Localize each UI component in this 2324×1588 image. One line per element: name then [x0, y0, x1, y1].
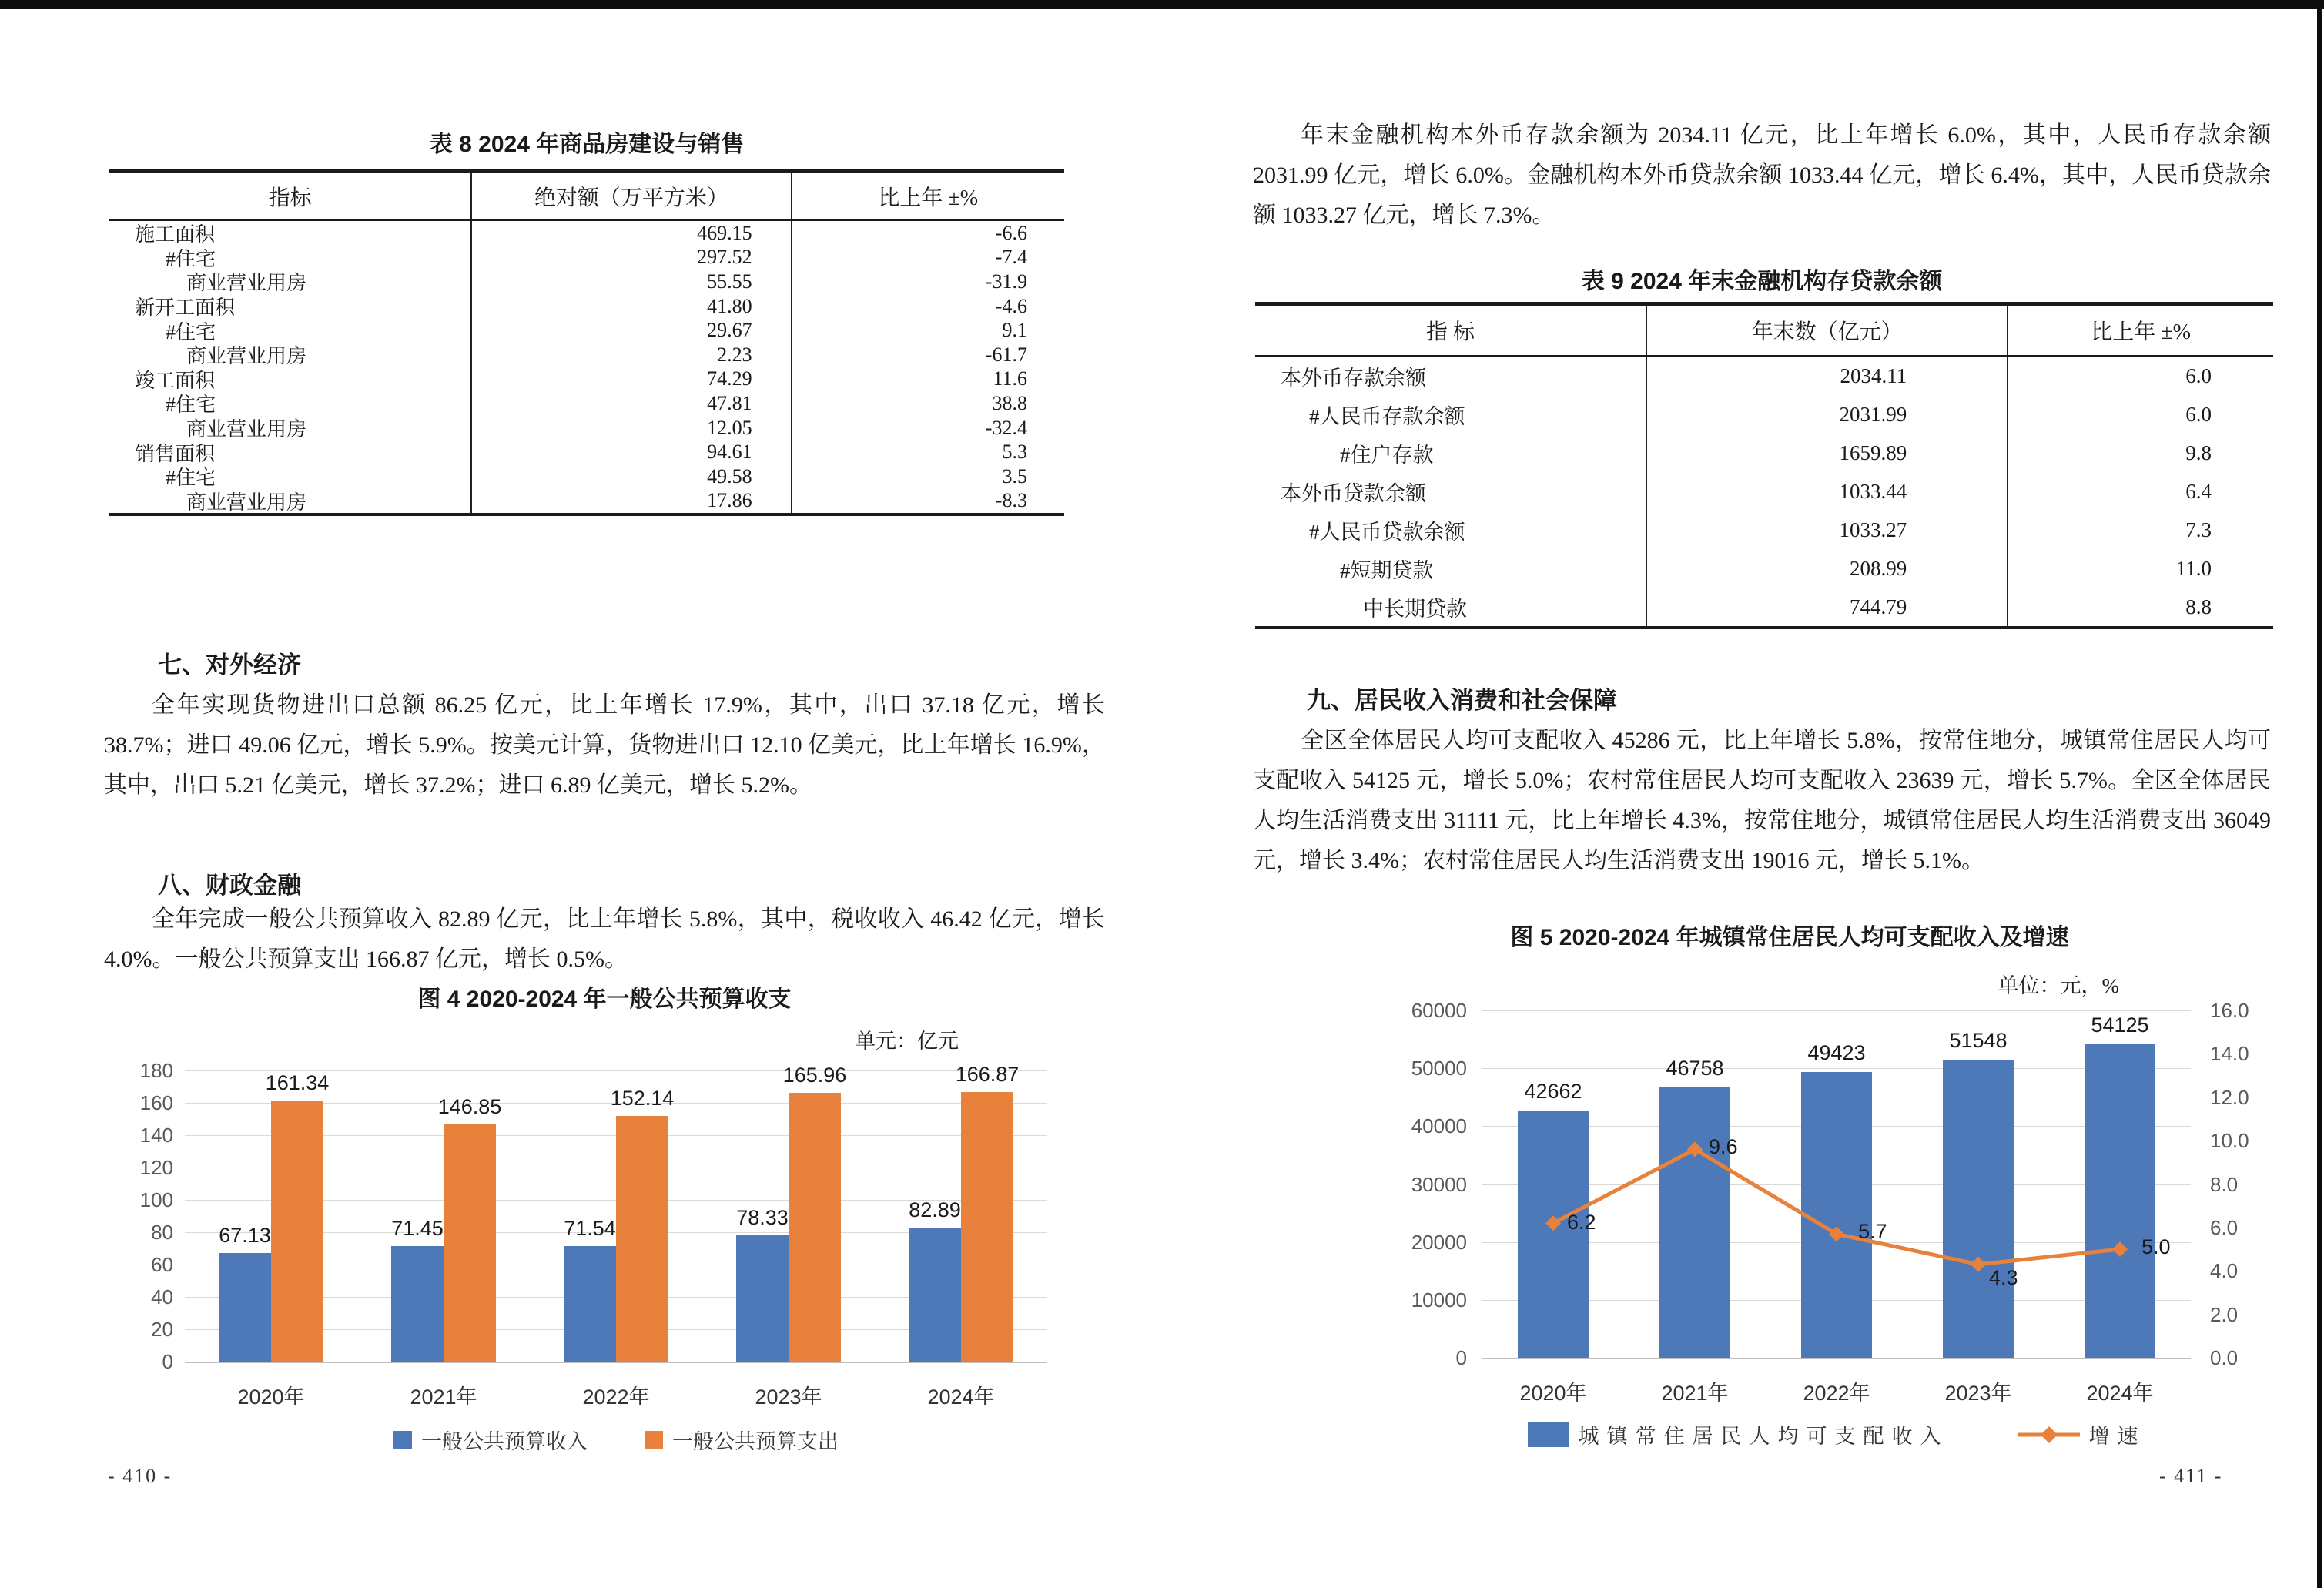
legend-label: 城镇常住居民人均可支配收入 — [1578, 1425, 1949, 1448]
y-axis-tick: 120 — [139, 1156, 173, 1179]
section8-paragraph: 全年完成一般公共预算收入 82.89 亿元，比上年增长 5.8%，其中，税收收入 46.42 亿元，增长 4.0%。一般公共预算支出 166.87 亿元，增长 0.5%。 — [104, 906, 1105, 972]
row-value: 55.55 — [472, 270, 792, 294]
row-value: 1033.44 — [1647, 472, 2008, 511]
table-row — [109, 367, 1064, 392]
income-bar — [2085, 1044, 2155, 1358]
table-row — [109, 246, 1064, 270]
row-yoy: 5.3 — [1002, 441, 1027, 464]
table-row — [109, 464, 1064, 489]
legend-swatch-revenue — [393, 1431, 412, 1449]
row-label: 竣工面积 — [109, 367, 472, 392]
row-yoy: 7.3 — [2185, 518, 2212, 541]
bar-value-label: 42662 — [1524, 1080, 1582, 1104]
table-row — [109, 440, 1064, 464]
figure5-unit-note: 单位：元，% — [1998, 974, 2119, 997]
bar-value-label: 71.45 — [391, 1216, 444, 1240]
row-label: #住宅 — [109, 246, 472, 270]
finance-intro-paragraph: 年末金融机构本外币存款余额为 2034.11 亿元，比上年增长 6.0%，其中，人民币存款余额 2031.99 亿元，增长 6.0%。金融机构本外币贷款余额 1033.44 亿元，增长 6.4%，其中，人民币贷款余额 1033.27 亿元，增长 7.3%。 — [1253, 122, 2271, 228]
legend-swatch-expenditure — [645, 1431, 663, 1449]
figure4-chart — [104, 1061, 1105, 1493]
bar-value-label: 165.96 — [782, 1064, 847, 1087]
row-value: 2.23 — [472, 343, 792, 367]
section9-paragraph: 全区全体居民人均可支配收入 45286 元，比上年增长 5.8%，按常住地分，城镇常住居民人均可支配收入 54125 元，增长 5.0%；农村常住居民人均可支配收入 23639 元，增长 5.7%。全区全体居民人均生活消费支出 31111 元，比上年增长 4.3%，按常住地分，城镇常住居民人均生活消费支出 36049 元，增长 3.4%；农村常住居民人均生活消费支出 19016 元，增长 5.1%。 — [1253, 728, 2271, 873]
row-value: 744.79 — [1647, 588, 2008, 626]
bar-value-label: 78.33 — [736, 1205, 789, 1229]
bar-value-label: 152.14 — [610, 1086, 675, 1110]
x-axis-label: 2020年 — [237, 1385, 305, 1409]
table8-header-row — [109, 173, 1064, 221]
table9-title: 表 9 2024 年末金融机构存贷款余额 — [1581, 269, 1943, 294]
x-axis-label: 2020年 — [1519, 1382, 1587, 1405]
row-yoy: -8.3 — [995, 489, 1027, 512]
bar-value-label: 146.85 — [437, 1094, 502, 1118]
row-value: 17.86 — [472, 489, 792, 514]
table9-body — [1255, 357, 2273, 626]
table-row — [1255, 434, 2273, 472]
row-yoy: -32.4 — [985, 416, 1027, 439]
line-value-label: 5.7 — [1858, 1220, 1887, 1244]
row-label: #住宅 — [109, 464, 472, 489]
gridline — [1482, 1358, 2191, 1359]
row-value: 41.80 — [472, 294, 792, 319]
x-axis-label: 2024年 — [927, 1385, 995, 1409]
row-label: 中长期贷款 — [1255, 588, 1647, 626]
section7-paragraph: 全年实现货物进出口总额 86.25 亿元，比上年增长 17.9%，其中，出口 37.18 亿元，增长 38.7%；进口 49.06 亿元，增长 5.9%。按美元计算，货物进出口 12.10 亿美元，比上年增长 16.9%，其中，出口 5.21 亿美元，增长 37.2%；进口 6.89 亿美元，增长 5.2%。 — [104, 692, 1105, 798]
row-label: 本外币贷款余额 — [1255, 472, 1647, 511]
right-y-axis-tick: 4.0 — [2210, 1259, 2239, 1283]
x-axis-label: 2024年 — [2086, 1382, 2154, 1405]
y-axis-tick: 140 — [139, 1124, 173, 1147]
legend-label: 增速 — [2088, 1425, 2146, 1448]
bar-value-label: 71.54 — [564, 1216, 616, 1240]
bar-value-label: 166.87 — [955, 1062, 1020, 1086]
y-axis-tick: 40 — [151, 1285, 173, 1308]
table-row — [109, 270, 1064, 294]
table8-header-absolute: 绝对额（万平方米） — [472, 173, 792, 219]
row-value: 47.81 — [472, 391, 792, 416]
section9-heading: 九、居民收入消费和社会保障 — [1307, 687, 1617, 714]
table9-header-yearend: 年末数（亿元） — [1647, 306, 2008, 355]
bar-value-label: 54125 — [2091, 1013, 2149, 1037]
expenditure-bar — [789, 1093, 841, 1362]
table8-header-yoy: 比上年 ±% — [878, 186, 979, 210]
left-y-axis-tick: 60000 — [1411, 999, 1467, 1022]
y-axis-tick: 0 — [162, 1350, 173, 1373]
expenditure-bar — [444, 1124, 496, 1362]
y-axis-tick: 60 — [151, 1253, 173, 1276]
bar-value-label: 46758 — [1666, 1056, 1724, 1080]
row-label: 销售面积 — [109, 440, 472, 464]
income-bar — [1659, 1087, 1730, 1358]
row-label: 商业营业用房 — [109, 416, 472, 441]
y-axis-tick: 100 — [139, 1188, 173, 1211]
row-yoy: -7.4 — [995, 246, 1027, 269]
revenue-bar — [391, 1246, 444, 1362]
table8-header-indicator: 指标 — [109, 173, 472, 219]
right-y-axis-tick: 8.0 — [2210, 1172, 2239, 1196]
row-label: #人民币存款余额 — [1255, 395, 1647, 434]
x-axis-label: 2021年 — [1661, 1382, 1729, 1405]
row-value: 2031.99 — [1647, 395, 2008, 434]
row-value: 2034.11 — [1647, 357, 2008, 395]
page-number-left: - 410 - — [108, 1465, 172, 1487]
x-axis-label: 2022年 — [582, 1385, 650, 1409]
left-y-axis-tick: 40000 — [1411, 1114, 1467, 1138]
row-value: 1033.27 — [1647, 511, 2008, 549]
table-8 — [109, 169, 1064, 516]
table-9 — [1255, 302, 2273, 629]
row-yoy: 9.1 — [1002, 319, 1027, 342]
right-y-axis-tick: 14.0 — [2210, 1042, 2249, 1066]
row-value: 29.67 — [472, 318, 792, 343]
legend-label: 一般公共预算收入 — [421, 1430, 588, 1453]
row-value: 1659.89 — [1647, 434, 2008, 472]
right-y-axis-tick: 6.0 — [2210, 1215, 2239, 1239]
row-label: 本外币存款余额 — [1255, 357, 1647, 395]
figure5-title: 图 5 2020-2024 年城镇常住居民人均可支配收入及增速 — [1510, 925, 2069, 950]
row-yoy: 6.4 — [2185, 479, 2212, 503]
figure5-chart — [1255, 1001, 2273, 1463]
row-yoy: -4.6 — [995, 294, 1027, 317]
row-yoy: -61.7 — [985, 343, 1027, 366]
row-value: 208.99 — [1647, 549, 2008, 588]
legend-swatch-income — [1528, 1422, 1569, 1447]
x-axis-label: 2023年 — [1944, 1382, 2012, 1405]
legend-diamond — [2041, 1426, 2058, 1443]
line-value-label: 9.6 — [1709, 1135, 1738, 1159]
right-y-axis-tick: 0.0 — [2210, 1346, 2239, 1369]
y-axis-tick: 20 — [151, 1318, 173, 1341]
right-y-axis-tick: 10.0 — [2210, 1129, 2249, 1153]
left-y-axis-tick: 0 — [1455, 1346, 1467, 1369]
row-yoy: -31.9 — [985, 270, 1027, 293]
table9-header-yoy: 比上年 ±% — [2091, 320, 2191, 344]
table-row — [1255, 472, 2273, 511]
legend-item — [393, 1425, 588, 1455]
row-yoy: 6.0 — [2185, 363, 2212, 387]
row-yoy: 8.8 — [2185, 595, 2212, 618]
section7-heading: 七、对外经济 — [158, 652, 301, 678]
row-label: #住宅 — [109, 318, 472, 343]
right-y-axis-tick: 2.0 — [2210, 1302, 2239, 1326]
expenditure-bar — [616, 1116, 668, 1362]
table-row — [109, 489, 1064, 514]
table8-body — [109, 221, 1064, 513]
row-yoy: -6.6 — [995, 221, 1027, 244]
table-row — [109, 221, 1064, 246]
table9-header-row — [1255, 306, 2273, 357]
row-value: 94.61 — [472, 440, 792, 464]
row-label: 商业营业用房 — [109, 489, 472, 514]
table8-title: 表 8 2024 年商品房建设与销售 — [429, 132, 745, 157]
bar-value-label: 51548 — [1949, 1028, 2008, 1052]
table-row — [109, 294, 1064, 319]
revenue-bar — [564, 1246, 616, 1362]
table-row — [1255, 588, 2273, 626]
bar-value-label: 82.89 — [909, 1198, 961, 1221]
table-row — [1255, 395, 2273, 434]
gridline — [185, 1362, 1047, 1363]
gridline — [1482, 1010, 2191, 1011]
income-bar — [1801, 1072, 1872, 1358]
row-yoy: 9.8 — [2185, 441, 2212, 464]
left-y-axis-tick: 50000 — [1411, 1057, 1467, 1080]
left-y-axis-tick: 30000 — [1411, 1172, 1467, 1196]
right-y-axis-tick: 16.0 — [2210, 999, 2249, 1022]
legend-item-income — [1528, 1419, 1949, 1449]
row-label: #住宅 — [109, 391, 472, 416]
y-axis-tick: 180 — [139, 1059, 173, 1082]
table-row — [109, 416, 1064, 441]
y-axis-tick: 160 — [139, 1091, 173, 1114]
legend-line-marker — [2018, 1424, 2080, 1446]
x-axis-label: 2022年 — [1803, 1382, 1870, 1405]
figure5-legend — [1421, 1419, 2252, 1449]
line-value-label: 6.2 — [1567, 1211, 1596, 1235]
row-value: 12.05 — [472, 416, 792, 441]
left-y-axis-tick: 10000 — [1411, 1288, 1467, 1312]
row-value: 469.15 — [472, 221, 792, 246]
bar-value-label: 161.34 — [265, 1071, 330, 1095]
revenue-bar — [736, 1235, 789, 1362]
row-label: #住户存款 — [1255, 434, 1647, 472]
legend-label: 一般公共预算支出 — [672, 1430, 839, 1453]
bar-value-label: 49423 — [1807, 1040, 1866, 1064]
right-y-axis-tick: 12.0 — [2210, 1085, 2249, 1109]
page-number-right: - 411 - — [2159, 1465, 2223, 1487]
table-row — [1255, 511, 2273, 549]
section8-heading: 八、财政金融 — [158, 872, 301, 899]
x-axis-label: 2021年 — [410, 1385, 477, 1409]
row-label: 新开工面积 — [109, 294, 472, 319]
line-value-label: 5.0 — [2141, 1235, 2171, 1259]
row-label: 施工面积 — [109, 221, 472, 246]
table9-header-indicator: 指 标 — [1255, 306, 1647, 355]
revenue-bar — [219, 1253, 271, 1362]
legend-item-growth — [2018, 1419, 2146, 1449]
expenditure-bar — [271, 1101, 323, 1362]
row-label: #短期贷款 — [1255, 549, 1647, 588]
table-row — [1255, 357, 2273, 395]
row-value: 74.29 — [472, 367, 792, 392]
y-axis-tick: 80 — [151, 1221, 173, 1244]
income-bar — [1943, 1060, 2014, 1358]
legend-item — [645, 1425, 839, 1455]
expenditure-bar — [961, 1092, 1013, 1362]
page-right — [1162, 0, 2324, 1588]
row-value: 49.58 — [472, 464, 792, 489]
row-yoy: 3.5 — [1002, 464, 1027, 487]
row-label: 商业营业用房 — [109, 270, 472, 294]
bar-value-label: 67.13 — [219, 1224, 271, 1248]
table-row — [109, 391, 1064, 416]
row-yoy: 38.8 — [992, 391, 1027, 414]
figure4-legend — [185, 1425, 1047, 1455]
line-value-label: 4.3 — [1989, 1265, 2018, 1289]
table-row — [109, 318, 1064, 343]
row-label: 商业营业用房 — [109, 343, 472, 367]
table-row — [109, 343, 1064, 367]
revenue-bar — [909, 1228, 961, 1362]
row-yoy: 11.0 — [2175, 556, 2212, 580]
left-y-axis-tick: 20000 — [1411, 1230, 1467, 1254]
row-value: 297.52 — [472, 246, 792, 270]
row-yoy: 6.0 — [2185, 402, 2212, 426]
x-axis-label: 2023年 — [755, 1385, 822, 1409]
table-row — [1255, 549, 2273, 588]
figure4-unit-note: 单元：亿元 — [855, 1030, 959, 1053]
figure4-title: 图 4 2020-2024 年一般公共预算收支 — [417, 987, 792, 1012]
row-yoy: 11.6 — [993, 367, 1027, 390]
row-label: #人民币贷款余额 — [1255, 511, 1647, 549]
